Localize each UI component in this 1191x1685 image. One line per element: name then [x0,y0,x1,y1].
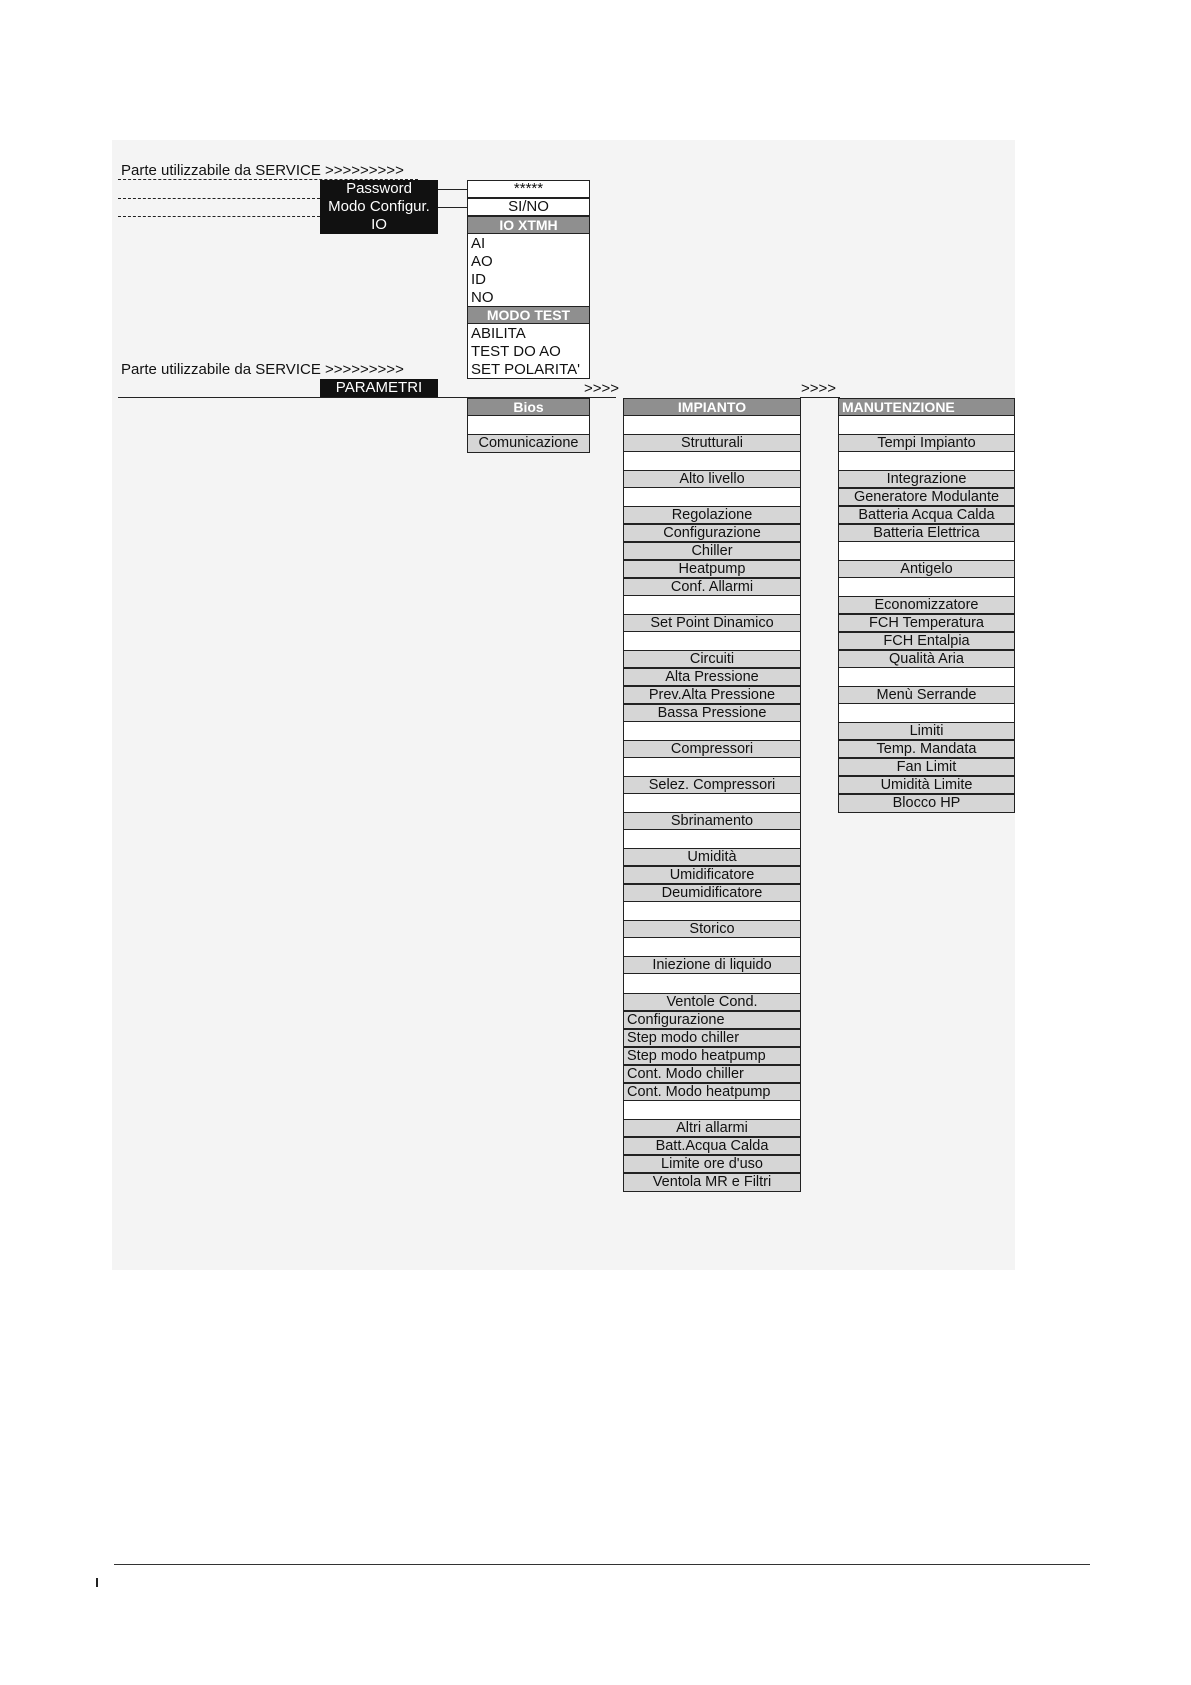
impianto-item-ventole-cond[interactable]: Ventole Cond. [623,993,801,1011]
password-value[interactable]: ***** [467,180,590,198]
arrow-to-impianto: >>>> [584,380,620,397]
impianto-item-selez-compressori[interactable]: Selez. Compressori [623,776,801,794]
manutenzione-item-menu-serrande[interactable]: Menù Serrande [838,686,1015,704]
manutenzione-item-fch-entalpia[interactable]: FCH Entalpia [838,632,1015,650]
impianto-item-cont-modo-heatpump[interactable]: Cont. Modo heatpump [623,1083,801,1101]
manutenzione-header: MANUTENZIONE [838,398,1015,416]
manutenzione-item-fch-temperatura[interactable]: FCH Temperatura [838,614,1015,632]
menu-io[interactable]: IO [320,216,438,234]
arrow-to-manutenzione: >>>> [801,380,837,397]
manutenzione-item-temp-mandata[interactable]: Temp. Mandata [838,740,1015,758]
impianto-item-chiller[interactable]: Chiller [623,542,801,560]
impianto-item-alto-livello[interactable]: Alto livello [623,470,801,488]
manutenzione-item-tempi-impianto[interactable]: Tempi Impianto [838,434,1015,452]
impianto-item-deumidificatore[interactable]: Deumidificatore [623,884,801,902]
bios-item-comunicazione[interactable]: Comunicazione [467,434,590,453]
service-label-top: Parte utilizzabile da SERVICE >>>>>>>>> [121,162,404,179]
impianto-item-umidita[interactable]: Umidità [623,848,801,866]
test-item-test-do-ao[interactable]: TEST DO AO [471,343,561,360]
manutenzione-item-economizzatore[interactable]: Economizzatore [838,596,1015,614]
manutenzione-item-blocco-hp[interactable]: Blocco HP [838,794,1015,813]
manutenzione-item-generatore-modulante[interactable]: Generatore Modulante [838,488,1015,506]
impianto-item-compressori[interactable]: Compressori [623,740,801,758]
impianto-item-storico[interactable]: Storico [623,920,801,938]
io-item-id[interactable]: ID [471,271,486,288]
impianto-item-bassa-pressione[interactable]: Bassa Pressione [623,704,801,722]
parametri-line [118,397,438,398]
impianto-item-limite-ore-d-uso[interactable]: Limite ore d'uso [623,1155,801,1173]
connector-line [438,189,467,190]
manutenzione-item-fan-limit[interactable]: Fan Limit [838,758,1015,776]
impianto-item-step-modo-heatpump[interactable]: Step modo heatpump [623,1047,801,1065]
impianto-item-step-modo-chiller[interactable]: Step modo chiller [623,1029,801,1047]
manutenzione-item-limiti[interactable]: Limiti [838,722,1015,740]
impianto-item-regolazione[interactable]: Regolazione [623,506,801,524]
impianto-item-alta-pressione[interactable]: Alta Pressione [623,668,801,686]
dashed-line [118,216,320,217]
impianto-item-batt-acqua-calda[interactable]: Batt.Acqua Calda [623,1137,801,1155]
io-item-ai[interactable]: AI [471,235,486,252]
manutenzione-item-qualita-aria[interactable]: Qualità Aria [838,650,1015,668]
impianto-item-configurazione[interactable]: Configurazione [623,1011,801,1029]
io-xtmh-header: IO XTMH [467,216,590,234]
test-item-set-polarita[interactable]: SET POLARITA' [471,361,581,378]
page-mark [96,1578,98,1587]
impianto-item-prev-alta-pressione[interactable]: Prev.Alta Pressione [623,686,801,704]
menu-parametri[interactable]: PARAMETRI [320,379,438,397]
service-label-bottom: Parte utilizzabile da SERVICE >>>>>>>>> [121,361,404,378]
test-item-abilita[interactable]: ABILITA [471,325,526,342]
manutenzione-item-antigelo[interactable]: Antigelo [838,560,1015,578]
impianto-item-conf-allarmi[interactable]: Conf. Allarmi [623,578,801,596]
impianto-item-cont-modo-chiller[interactable]: Cont. Modo chiller [623,1065,801,1083]
manutenzione-item-integrazione[interactable]: Integrazione [838,470,1015,488]
impianto-item-sbrinamento[interactable]: Sbrinamento [623,812,801,830]
menu-password[interactable]: Password [320,180,438,198]
impianto-item-ventola-mr-e-filtri[interactable]: Ventola MR e Filtri [623,1173,801,1192]
impianto-header: IMPIANTO [623,398,801,416]
io-item-no[interactable]: NO [471,289,494,304]
connector-line [438,207,467,208]
io-item-ao[interactable]: AO [471,253,493,270]
manutenzione-item-batteria-acqua-calda[interactable]: Batteria Acqua Calda [838,506,1015,524]
impianto-item-heatpump[interactable]: Heatpump [623,560,801,578]
impianto-item-configurazione[interactable]: Configurazione [623,524,801,542]
modo-config-value[interactable]: SI/NO [467,198,590,216]
modo-test-header: MODO TEST [467,306,590,324]
manutenzione-item-umidita-limite[interactable]: Umidità Limite [838,776,1015,794]
menu-modo-config[interactable]: Modo Configur. [320,198,438,216]
impianto-item-strutturali[interactable]: Strutturali [623,434,801,452]
impianto-item-iniezione-di-liquido[interactable]: Iniezione di liquido [623,956,801,974]
impianto-item-set-point-dinamico[interactable]: Set Point Dinamico [623,614,801,632]
manutenzione-item-batteria-elettrica[interactable]: Batteria Elettrica [838,524,1015,542]
impianto-item-altri-allarmi[interactable]: Altri allarmi [623,1119,801,1137]
bios-header: Bios [467,398,590,416]
page-footer-line [114,1564,1090,1565]
dashed-line [118,198,320,199]
impianto-item-umidificatore[interactable]: Umidificatore [623,866,801,884]
impianto-item-circuiti[interactable]: Circuiti [623,650,801,668]
